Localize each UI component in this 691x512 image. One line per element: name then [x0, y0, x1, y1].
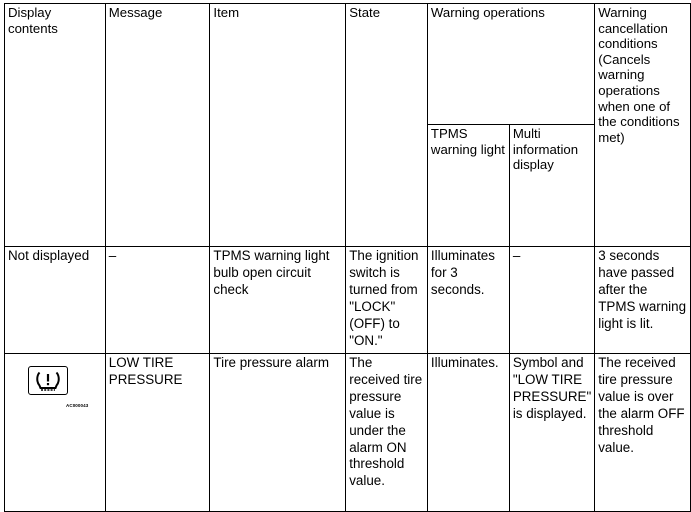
tpms-low-tire-pressure-icon — [28, 366, 68, 395]
table-row — [5, 354, 691, 512]
tpms-icon-figure — [8, 355, 102, 415]
cell-warning-cancellation: The received tire pressure value is over the alarm OFF threshold value. — [595, 354, 691, 512]
header-multi-information-display: Multi information display — [509, 125, 594, 247]
cell-display-contents — [5, 354, 106, 512]
tpms-warning-table — [4, 3, 691, 512]
cell-message: LOW TIRE PRESSURE — [105, 354, 210, 512]
figure-code: AC000043 — [66, 403, 89, 408]
cell-multi-information-display: Symbol and "LOW TIRE PRESSURE" is displayed. — [509, 354, 594, 512]
cell-warning-cancellation: 3 seconds have passed after the TPMS warning light is lit. — [595, 247, 691, 354]
cell-multi-information-display: – — [509, 247, 594, 354]
cell-state: The ignition switch is turned from "LOCK" (OFF) to "ON." — [346, 247, 428, 354]
cell-state: The received tire pressure value is under the alarm ON threshold value. — [346, 354, 428, 512]
cell-tpms-warning-light: Illuminates. — [427, 354, 509, 512]
header-item: Item — [210, 4, 346, 247]
header-warning-cancellation: Warning cancellation conditions (Cancels warning operations when one of the conditions met) — [595, 4, 691, 247]
header-tpms-warning-light: TPMS warning light — [427, 125, 509, 247]
header-warning-operations: Warning operations — [427, 4, 594, 125]
header-display-contents: Display contents — [5, 4, 106, 247]
cell-display-contents: Not displayed — [5, 247, 106, 354]
cell-message: – — [105, 247, 210, 354]
header-message: Message — [105, 4, 210, 247]
table-row — [5, 247, 691, 354]
header-state: State — [346, 4, 428, 247]
cell-item: Tire pressure alarm — [210, 354, 346, 512]
cell-item: TPMS warning light bulb open circuit check — [210, 247, 346, 354]
cell-tpms-warning-light: Illuminates for 3 seconds. — [427, 247, 509, 354]
